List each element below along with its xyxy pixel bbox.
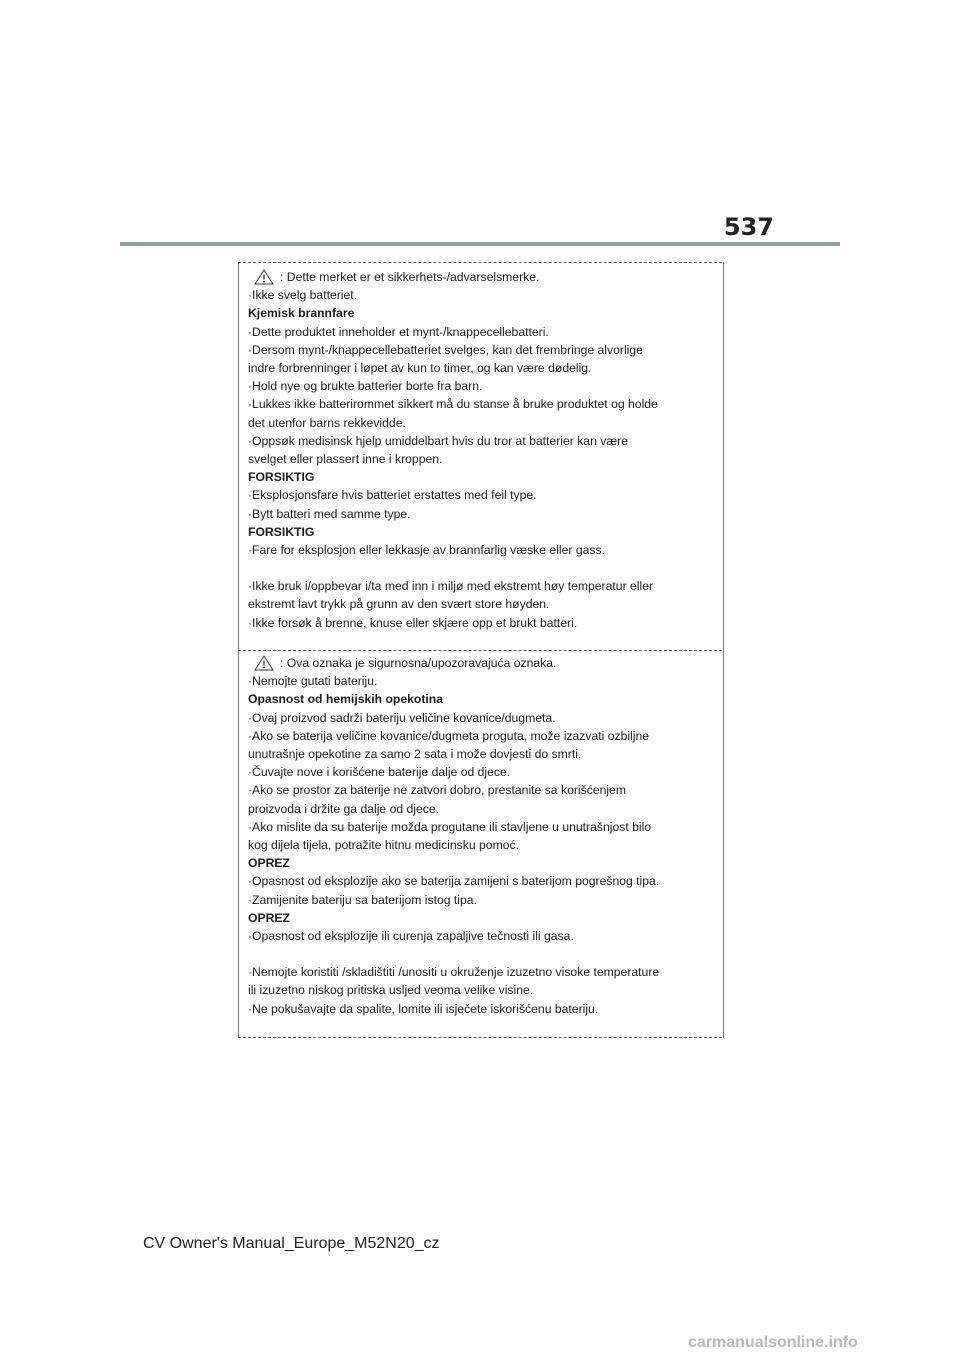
text-line: ·Ako se baterija veličine kovanice/dugmeta proguta, može izazvati ozbiljne	[248, 728, 650, 743]
text-line: ·Ovaj proizvod sadrži bateriju veličine kovanice/dugmeta.	[248, 710, 556, 725]
warning-triangle-icon	[254, 655, 274, 671]
warning-triangle-icon	[254, 269, 274, 285]
page-number: 537	[723, 213, 774, 241]
text-line: ·Nemojte koristiti /skladištiti /unositi u okruženje izuzetno visoke temperature	[248, 965, 660, 980]
text-line: ·Ako mislite da su baterije možda progutane ili stavljene u unutrašnjost bilo	[248, 819, 652, 834]
text-line: unutrašnje opekotine za samo 2 sata i može dovjesti do smrti.	[248, 747, 582, 762]
text-line: ·Nemojte gutati bateriju.	[248, 674, 378, 689]
section-heading: Opasnost od hemijskih opekotina	[248, 692, 444, 707]
caution-heading: OPREZ	[248, 910, 290, 925]
text-line: ·Čuvajte nove i korišćene baterije dalje od djece.	[248, 765, 511, 780]
text-line: ili izuzetno niskog pritiska usljed veoma velike visine.	[248, 983, 534, 998]
text-line: ·Opasnost od eksplozije ako se baterija zamijeni s baterijom pogrešnog tipa.	[248, 874, 660, 889]
text-line: ·Ikke svelg batteriet.	[248, 288, 358, 303]
croatian-warning-symbol-text: : Ova oznaka je sigurnosna/upozoravajuća oznaka.	[280, 656, 557, 670]
caution-heading: FORSIKTIG	[248, 524, 315, 539]
text-line: ·Ikke forsøk å brenne, knuse eller skjære opp et brukt batteri.	[248, 615, 578, 630]
text-line: det utenfor barns rekkevidde.	[248, 415, 406, 430]
text-line: kog dijela tijela, potražite hitnu medicinsku pomoć.	[248, 838, 519, 853]
norwegian-warning-symbol-text: : Dette merket er et sikkerhets-/advarselsmerke.	[280, 270, 540, 284]
text-line: ·Zamijenite bateriju sa baterijom istog tipa.	[248, 892, 477, 907]
label-top-border	[238, 262, 722, 263]
caution-heading: OPREZ	[248, 856, 290, 871]
text-line: ·Oppsøk medisinsk hjelp umiddelbart hvis du tror at batterier kan være	[248, 433, 629, 448]
text-line: ekstremt lavt trykk på grunn av den svært store høyden.	[248, 597, 550, 612]
norwegian-warning-heading	[248, 268, 708, 286]
text-line: ·Opasnost od eksplozije ili curenja zapaljive tečnosti ili gasa.	[248, 929, 574, 944]
spacer	[248, 945, 708, 963]
text-line: ·Dersom mynt-/knappecellebatteriet svelges, kan det frembringe alvorlige	[248, 342, 643, 357]
label-bottom-border	[238, 1037, 722, 1038]
text-line: ·Ako se prostor za baterije ne zatvori dobro, prestanite sa korišćenjem	[248, 783, 626, 798]
label-divider	[238, 650, 722, 651]
caution-heading: FORSIKTIG	[248, 470, 315, 485]
manual-title-footer: CV Owner's Manual_Europe_M52N20_cz	[143, 1235, 440, 1252]
text-line: svelget eller plassert inne i kroppen.	[248, 452, 443, 467]
text-line: ·Fare for eksplosjon eller lekkasje av brannfarlig væske eller gass.	[248, 543, 605, 558]
text-line: indre forbrenninger i løpet av kun to timer, og kan være dødelig.	[248, 361, 592, 376]
text-line: ·Bytt batteri med samme type.	[248, 506, 411, 521]
text-line: ·Hold nye og brukte batterier borte fra barn.	[248, 379, 483, 394]
norwegian-warning-section	[248, 268, 708, 632]
text-line: ·Eksplosjonsfare hvis batteriet erstattes med feil type.	[248, 488, 537, 503]
text-line: ·Dette produktet inneholder et mynt-/knappecellebatteri.	[248, 324, 549, 339]
croatian-warning-section	[248, 654, 708, 1018]
spacer	[248, 559, 708, 577]
site-watermark: carmanualsonline.info	[688, 1334, 858, 1351]
text-line: ·Ikke bruk i/oppbevar i/ta med inn i miljø med ekstremt høy temperatur eller	[248, 579, 654, 594]
text-line: ·Lukkes ikke batterirommet sikkert må du stanse å bruke produktet og holde	[248, 397, 658, 412]
text-line: proizvoda i držite ga dalje od djece.	[248, 801, 440, 816]
croatian-warning-heading	[248, 654, 708, 672]
header-rule	[120, 242, 840, 246]
text-line: ·Ne pokušavajte da spalite, lomite ili isječete iskorišćenu bateriju.	[248, 1001, 599, 1016]
section-heading: Kjemisk brannfare	[248, 306, 355, 321]
